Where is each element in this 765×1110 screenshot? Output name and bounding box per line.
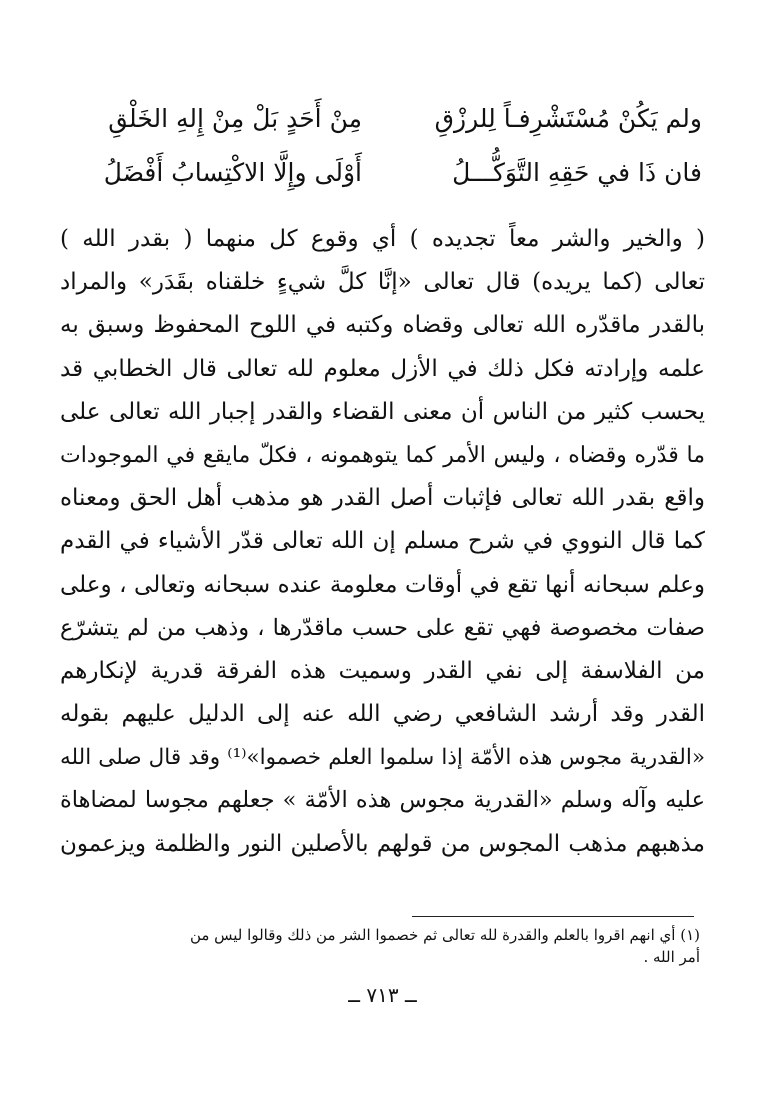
footnote-line: أمر الله . bbox=[643, 948, 700, 966]
body-line: مذهبهم مذهب المجوس من قولهم بالأصلين النور والظلمة ويزعمون bbox=[60, 830, 705, 857]
verse-2-first-hemistich: فان ذَا في حَقِهِ التَّوَكُّـــلُ bbox=[452, 157, 702, 187]
body-line: بالقدر ماقدّره الله تعالى وقضاه وكتبه في اللوح المحفوظ وسبق به bbox=[60, 312, 705, 339]
poem-verse-2 bbox=[62, 148, 702, 196]
body-line: ( والخير والشر معاً تجديده ) أي وقوع كل منهما ( بقدر الله ) bbox=[60, 226, 705, 252]
footnote-line: (١) أي انهم اقروا بالعلم والقدرة لله تعالى ثم خصموا الشر من ذلك وقالوا ليس من bbox=[189, 926, 700, 944]
body-line: القدر وقد أرشد الشافعي رضي الله عنه إلى الدليل عليهم بقوله bbox=[60, 701, 705, 728]
verse-1-first-hemistich: ولم يَكُنْ مُسْتَشْرِفـاً لِلرزْقِ bbox=[434, 103, 702, 133]
footnote bbox=[60, 924, 700, 968]
footnote-divider bbox=[412, 916, 694, 917]
body-line: علمه وإرادته فكل ذلك في الأزل معلوم لله تعالى قال الخطابي قد bbox=[60, 355, 705, 382]
body-line: كما قال النووي في شرح مسلم إن الله تعالى قدّر الأشياء في القدم bbox=[60, 528, 705, 555]
verse-1-second-hemistich: مِنْ أَحَدٍ بَلْ مِنْ إِلهِ الخَلْقِ bbox=[108, 103, 362, 133]
body-line: وعلم سبحانه أنها تقع في أوقات معلومة عنده سبحانه وتعالى ، وعلى bbox=[60, 571, 705, 598]
commentary-text bbox=[60, 218, 705, 866]
body-line: يحسب كثير من الناس أن معنى القضاء والقدر إجبار الله تعالى على bbox=[60, 398, 705, 425]
poem-verse-1 bbox=[62, 94, 702, 142]
body-line: «القدرية مجوس هذه الأمّة إذا سلموا العلم خصموا»⁽¹⁾ وقد قال صلى الله bbox=[60, 745, 705, 771]
body-line: صفات مخصوصة فهي تقع على حسب ماقدّرها ، وذهب من لم يتشرّع bbox=[60, 614, 705, 641]
body-line: تعالى (كما يريده) قال تعالى «إنَّا كلَّ شيءٍ خلقناه بقَدَر» والمراد bbox=[60, 269, 705, 296]
body-line: ما قدّره وقضاه ، وليس الأمر كما يتوهمونه ، فكلّ مايقع في الموجودات bbox=[60, 442, 705, 468]
body-line: عليه وآله وسلم «القدرية مجوس هذه الأمّة » جعلهم مجوسا لمضاهاة bbox=[60, 787, 705, 814]
body-line: واقع بقدر الله تعالى فإثبات أصل القدر هو مذهب أهل الحق ومعناه bbox=[60, 485, 705, 512]
body-line: من الفلاسفة إلى نفي القدر وسميت هذه الفرقة قدرية لإنكارهم bbox=[60, 657, 705, 684]
verse-2-second-hemistich: أَوْلَى وإِلَّا الاكْتِسابُ أَفْضَلُ bbox=[103, 157, 362, 187]
page-number: ــ ٧١٣ ــ bbox=[348, 983, 417, 1007]
